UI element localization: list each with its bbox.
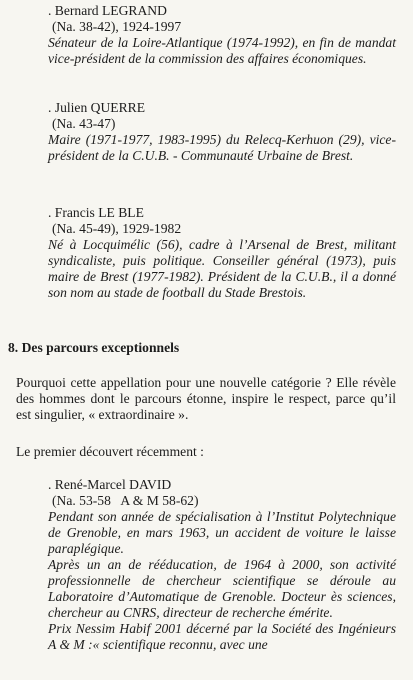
person-description	[48, 132, 396, 164]
person-meta: (Na. 43-47)	[52, 116, 116, 131]
description-paragraph: Après un an de rééducation, de 1964 à 2000, son activité professionnelle de chercheur scientifique se déroule au Laboratoire d’Automatique de Grenoble. Docteur ès sciences, chercheur au CNRS, directeur de recherche émérite.	[48, 557, 396, 620]
section-intro: Pourquoi cette appellation pour une nouvelle catégorie ? Elle révèle des hommes dont le parcours étonne, inspire le respect, parce qu’il est singulier, « extraordinaire ».	[16, 375, 396, 422]
person-description	[48, 509, 396, 653]
person-description	[48, 237, 396, 301]
person-name: . Francis LE BLE	[48, 205, 144, 220]
first-found-label: Le premier découvert récemment :	[16, 444, 204, 459]
person-entry-querre	[48, 100, 396, 164]
person-entry-le-ble	[48, 205, 396, 301]
description-paragraph: Né à Locquimélic (56), cadre à l’Arsenal de Brest, militant syndicaliste, puis politique. Conseiller général (1973), puis maire de Brest (1977-1982). Président de la C.U.B., il a donné son nom au stade de football du Stade Brestois.	[48, 237, 396, 300]
description-paragraph: Pendant son année de spécialisation à l’Institut Polytechnique de Grenoble, en mars 1963, un accident de voiture le laisse paraplégique.	[48, 509, 396, 556]
section-title: 8. Des parcours exceptionnels	[8, 340, 180, 355]
description-paragraph: Sénateur de la Loire-Atlantique (1974-1992), en fin de mandat vice-président de la commission des affaires économiques.	[48, 35, 396, 66]
description-paragraph: Maire (1971-1977, 1983-1995) du Relecq-Kerhuon (29), vice-président de la C.U.B. - Communauté Urbaine de Brest.	[48, 132, 396, 163]
person-name: . Bernard LEGRAND	[48, 3, 167, 18]
person-entry-legrand	[48, 3, 396, 67]
person-meta: (Na. 45-49), 1929-1982	[52, 221, 182, 236]
person-name: . Julien QUERRE	[48, 100, 146, 115]
description-paragraph: Prix Nessim Habif 2001 décerné par la Société des Ingénieurs A & M :« scientifique reconnu, avec une	[48, 621, 396, 652]
person-name: . René-Marcel DAVID	[48, 477, 172, 492]
person-meta: (Na. 53-58 A & M 58-62)	[52, 493, 199, 508]
person-description	[48, 35, 396, 67]
person-meta: (Na. 38-42), 1924-1997	[52, 19, 182, 34]
person-entry-david	[48, 477, 396, 653]
